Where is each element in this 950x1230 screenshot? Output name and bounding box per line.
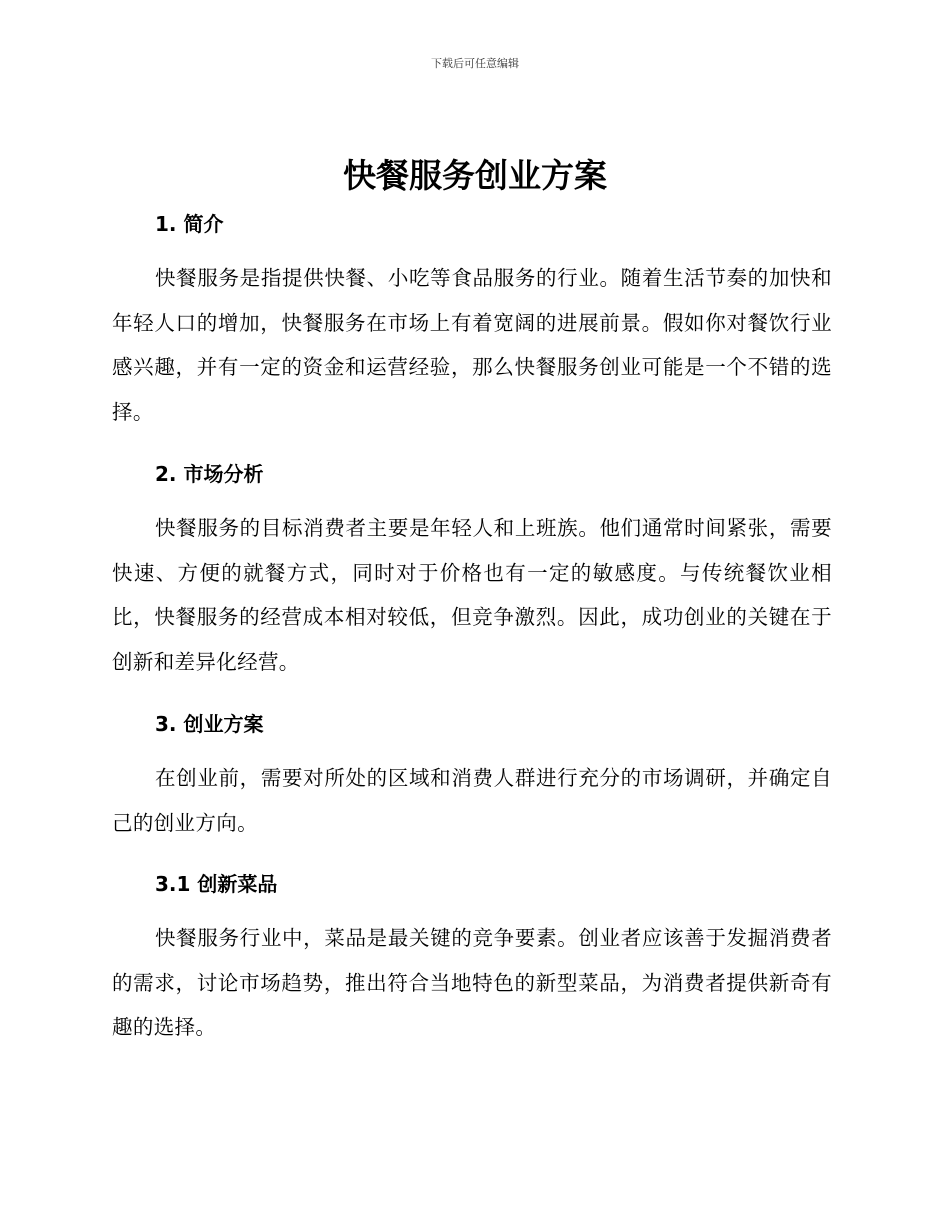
document-title: 快餐服务创业方案 — [343, 156, 607, 195]
section-paragraph-market: 快餐服务的目标消费者主要是年轻人和上班族。他们通常时间紧张，需要快速、方便的就餐方式，同时对于价格也有一定的敏感度。与传统餐饮业相比，快餐服务的经营成本相对较低，但竞争激烈。因此，成功创业的关键在于创新和差异化经营。 — [112, 516, 832, 674]
header-note: 下载后可任意编辑 — [431, 57, 519, 70]
section-paragraph-dishes: 快餐服务行业中，菜品是最关键的竞争要素。创业者应该善于发掘消费者的需求，讨论市场趋势，推出符合当地特色的新型菜品，为消费者提供新奇有趣的选择。 — [112, 926, 832, 1039]
section-heading-market: 2. 市场分析 — [155, 462, 264, 486]
section-heading-intro: 1. 简介 — [155, 212, 224, 236]
section-paragraph-intro: 快餐服务是指提供快餐、小吃等食品服务的行业。随着生活节奏的加快和年轻人口的增加，快餐服务在市场上有着宽阔的进展前景。假如你对餐饮行业感兴趣，并有一定的资金和运营经验，那么快餐服务创业可能是一个不错的选择。 — [112, 266, 832, 424]
section-paragraph-plan: 在创业前，需要对所处的区域和消费人群进行充分的市场调研，并确定自己的创业方向。 — [112, 766, 832, 835]
section-heading-plan: 3. 创业方案 — [155, 712, 264, 736]
section-heading-dishes: 3.1 创新菜品 — [155, 872, 278, 896]
